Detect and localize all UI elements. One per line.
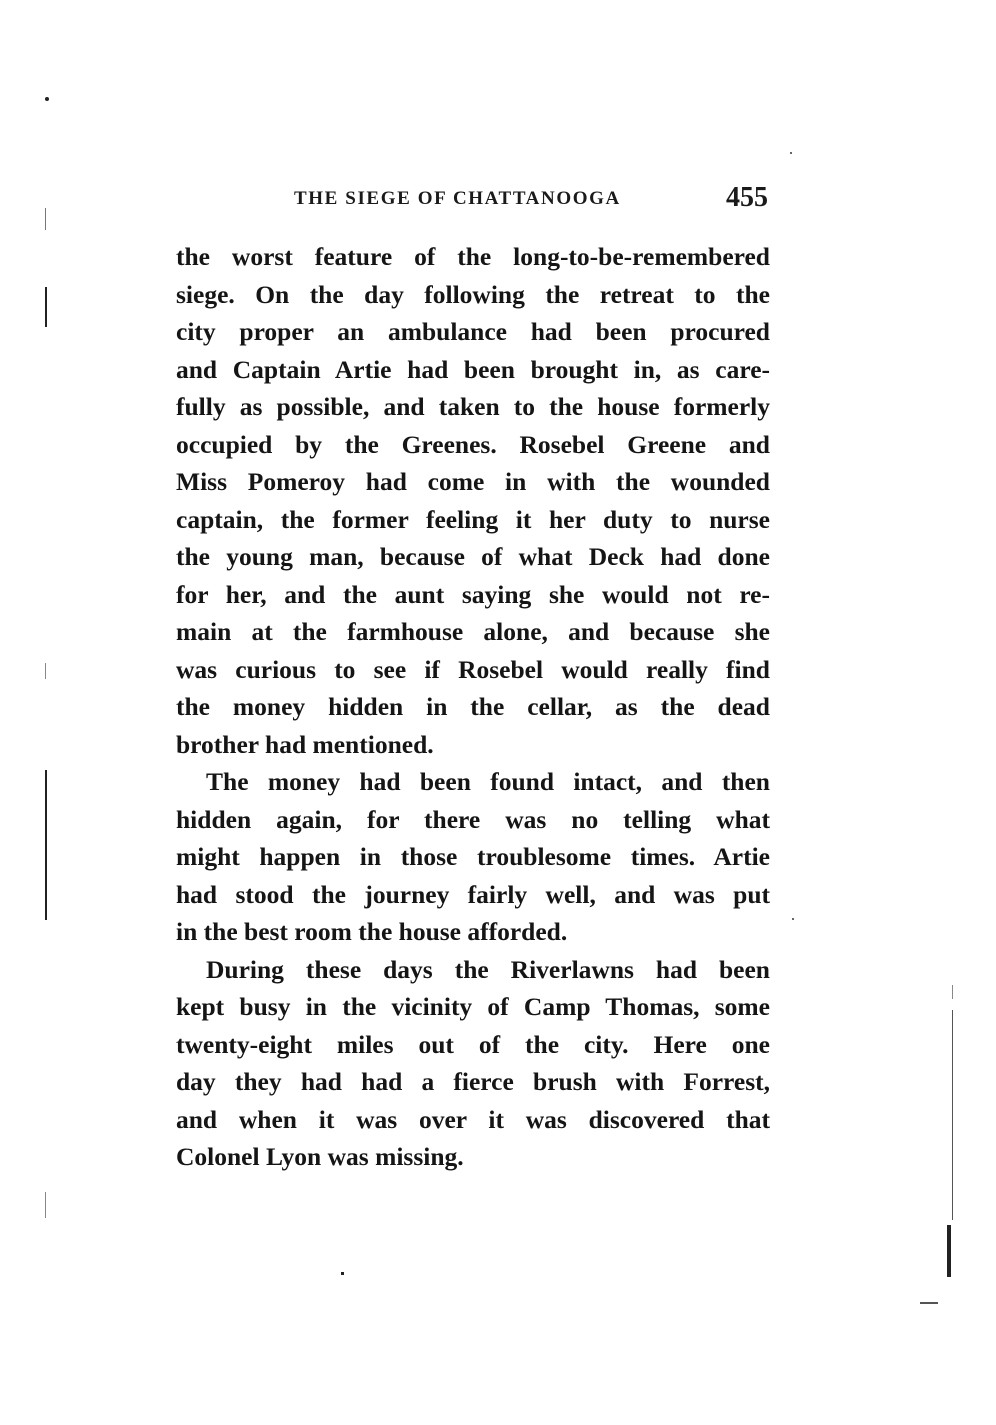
- text-line: siege. On the day following the retreat to the: [176, 279, 770, 309]
- text-line: Miss Pomeroy had come in with the wounded: [176, 467, 770, 496]
- scan-dot: [341, 1272, 344, 1275]
- scan-dash: [920, 1302, 938, 1304]
- text-line: captain, the former feeling it her duty to nurse: [176, 504, 770, 534]
- scan-edge-line: [45, 287, 47, 327]
- text-line: fully as possible, and taken to the house formerly: [176, 392, 770, 421]
- scan-edge-line: [947, 1225, 951, 1277]
- scan-edge-line: [952, 1010, 953, 1220]
- text-line: day they had had a fierce brush with Forrest,: [176, 1067, 770, 1096]
- text-line: twenty-eight miles out of the city. Here one: [176, 1029, 770, 1059]
- text-line: and when it was over it was discovered that: [176, 1104, 770, 1134]
- paragraph-2: [176, 763, 770, 951]
- scan-edge-line: [952, 985, 953, 999]
- text-line: had stood the journey fairly well, and was put: [176, 879, 770, 909]
- scan-dot: [792, 918, 794, 920]
- page-number: 455: [726, 182, 768, 213]
- text-line: the worst feature of the long-to-be-remembered: [176, 242, 770, 271]
- scan-dot: [790, 152, 792, 154]
- scan-dot: [45, 97, 49, 101]
- text-line: the young man, because of what Deck had done: [176, 542, 770, 571]
- text-line: Colonel Lyon was missing.: [176, 1142, 464, 1171]
- scan-edge-line: [45, 663, 46, 679]
- text-line: the money hidden in the cellar, as the dead: [176, 692, 770, 721]
- text-line: in the best room the house afforded.: [176, 917, 568, 946]
- running-title: THE SIEGE OF CHATTANOOGA: [294, 188, 621, 209]
- text-line: The money had been found intact, and then: [206, 767, 770, 796]
- text-line: for her, and the aunt saying she would not re-: [176, 579, 770, 609]
- text-line: and Captain Artie had been brought in, as care-: [176, 354, 770, 384]
- text-line: hidden again, for there was no telling what: [176, 804, 770, 834]
- text-line: might happen in those troublesome times. Artie: [176, 842, 770, 871]
- text-line: was curious to see if Rosebel would really find: [176, 654, 770, 684]
- text-line: kept busy in the vicinity of Camp Thomas, some: [176, 992, 770, 1021]
- scan-edge-line: [45, 770, 47, 920]
- text-line: During these days the Riverlawns had been: [206, 954, 770, 984]
- text-line: occupied by the Greenes. Rosebel Greene and: [176, 429, 770, 459]
- paragraph-1: [176, 238, 770, 763]
- text-line: main at the farmhouse alone, and because she: [176, 617, 770, 646]
- paragraph-3: [176, 951, 770, 1176]
- scan-edge-line: [45, 208, 46, 230]
- text-line: brother had mentioned.: [176, 729, 434, 759]
- running-head: [176, 182, 770, 216]
- scan-edge-line: [45, 1192, 46, 1218]
- body-text: [176, 238, 770, 1176]
- text-line: city proper an ambulance had been procured: [176, 317, 770, 346]
